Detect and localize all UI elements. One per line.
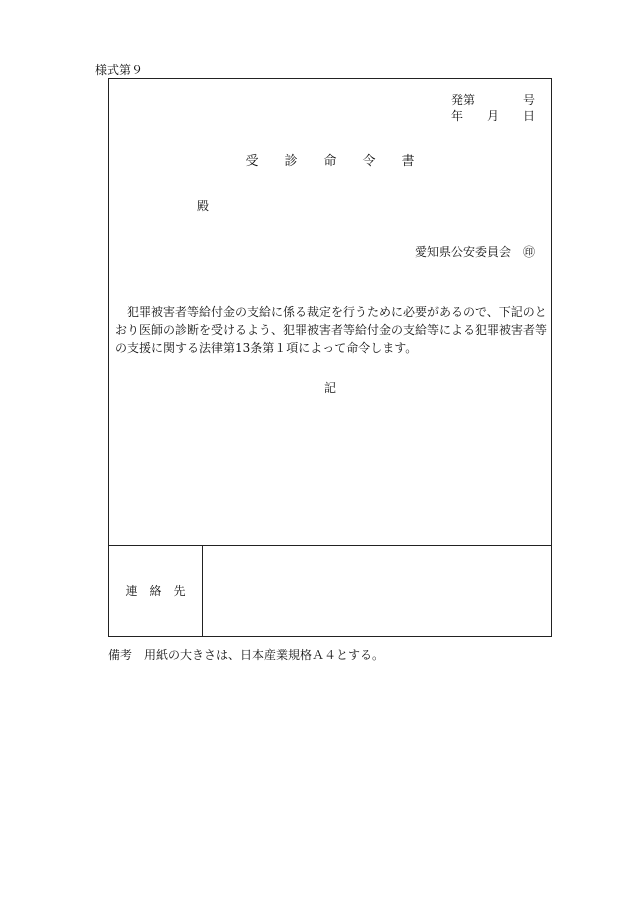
- remarks-note: 備考 用紙の大きさは、日本産業規格Ａ４とする。: [108, 648, 385, 662]
- issue-date: 年 月 日: [450, 109, 535, 123]
- contact-column-divider: [202, 545, 203, 636]
- form-number-label: 様式第９: [95, 63, 144, 77]
- issue-number: 発第 号: [450, 93, 535, 107]
- addressee-suffix: 殿: [197, 199, 210, 213]
- order-body-text: 犯罪被害者等給付金の支給に係る裁定を行うために必要があるので、下記のとおり医師の診断を受けるよう、犯罪被害者等給付金の支給等による犯罪被害者等の支援に関する法律第13条第１項によって命令します。: [115, 305, 548, 355]
- document-title: 受 診 命 令 書: [245, 154, 415, 169]
- contact-row-divider: [109, 545, 551, 546]
- order-form-frame: [108, 78, 552, 637]
- contact-label: 連 絡 先: [125, 584, 186, 598]
- ki-heading: 記: [323, 381, 336, 395]
- issuer-name: 愛知県公安委員会 ㊞: [414, 245, 535, 259]
